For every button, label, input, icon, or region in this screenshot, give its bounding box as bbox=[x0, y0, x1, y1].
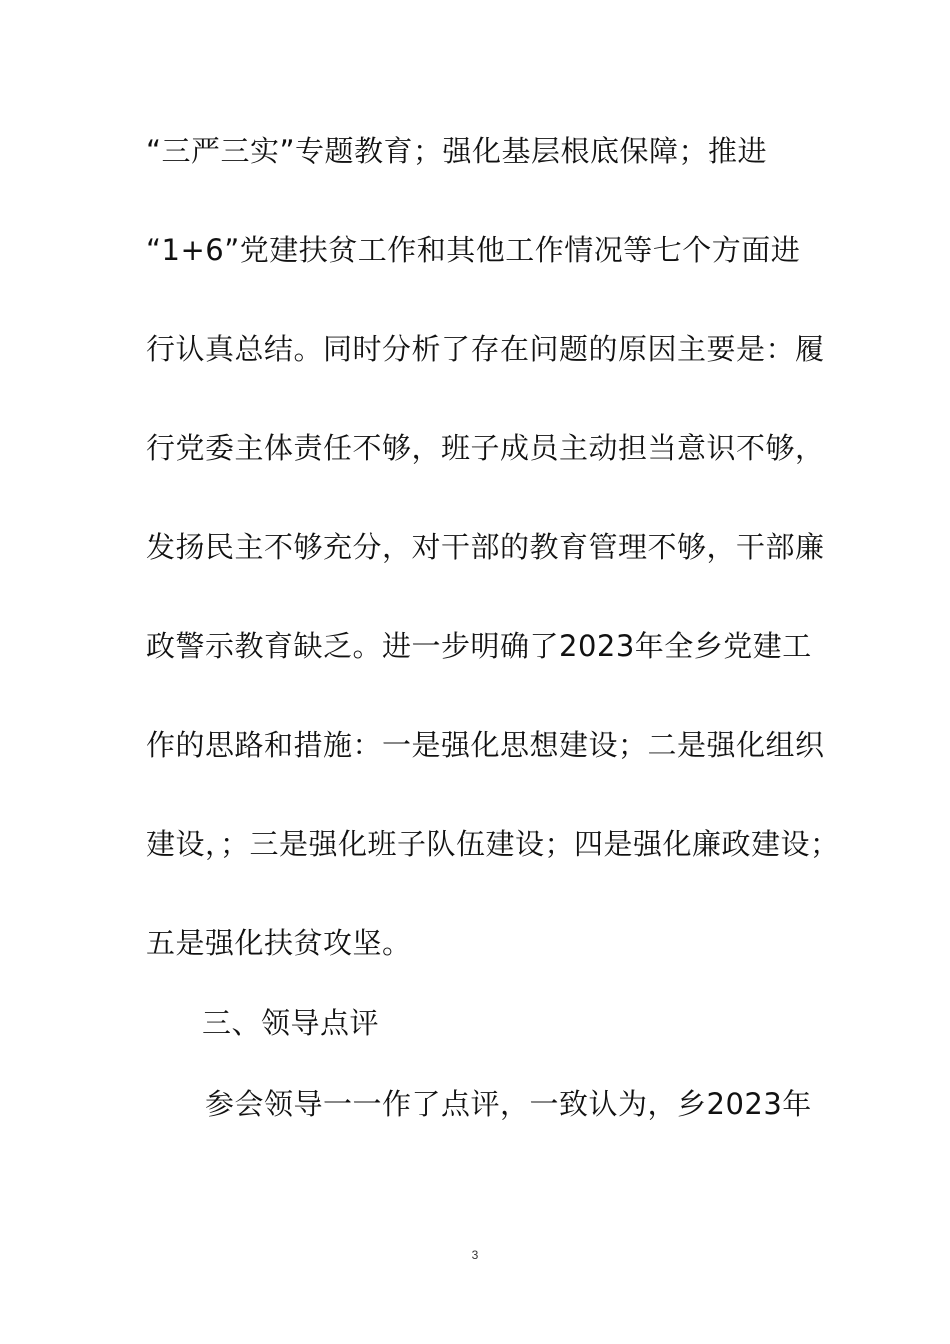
body-text-line-7: 作的思路和措施：一是强化思想建设；二是强化组织 bbox=[146, 728, 825, 762]
body-text-line-1: “三严三实”专题教育；强化基层根底保障；推进 bbox=[146, 134, 768, 168]
paragraph-first-line: 参会领导一一作了点评，一致认为，乡2023年 bbox=[205, 1087, 812, 1121]
body-text-line-8: 建设，；三是强化班子队伍建设；四是强化廉政建设； bbox=[146, 827, 840, 861]
page-number: 3 bbox=[471, 1248, 479, 1262]
section-heading: 三、领导点评 bbox=[202, 1006, 380, 1040]
body-text-line-4: 行党委主体责任不够，班子成员主动担当意识不够， bbox=[146, 431, 825, 465]
body-text-line-2: “1+6”党建扶贫工作和其他工作情况等七个方面进 bbox=[146, 233, 801, 267]
body-text-line-3: 行认真总结。同时分析了存在问题的原因主要是：履 bbox=[146, 332, 825, 366]
body-text-line-6: 政警示教育缺乏。进一步明确了2023年全乡党建工 bbox=[146, 629, 812, 663]
body-text-line-9: 五是强化扶贫攻坚。 bbox=[146, 926, 412, 960]
body-text-line-5: 发扬民主不够充分，对干部的教育管理不够，干部廉 bbox=[146, 530, 825, 564]
